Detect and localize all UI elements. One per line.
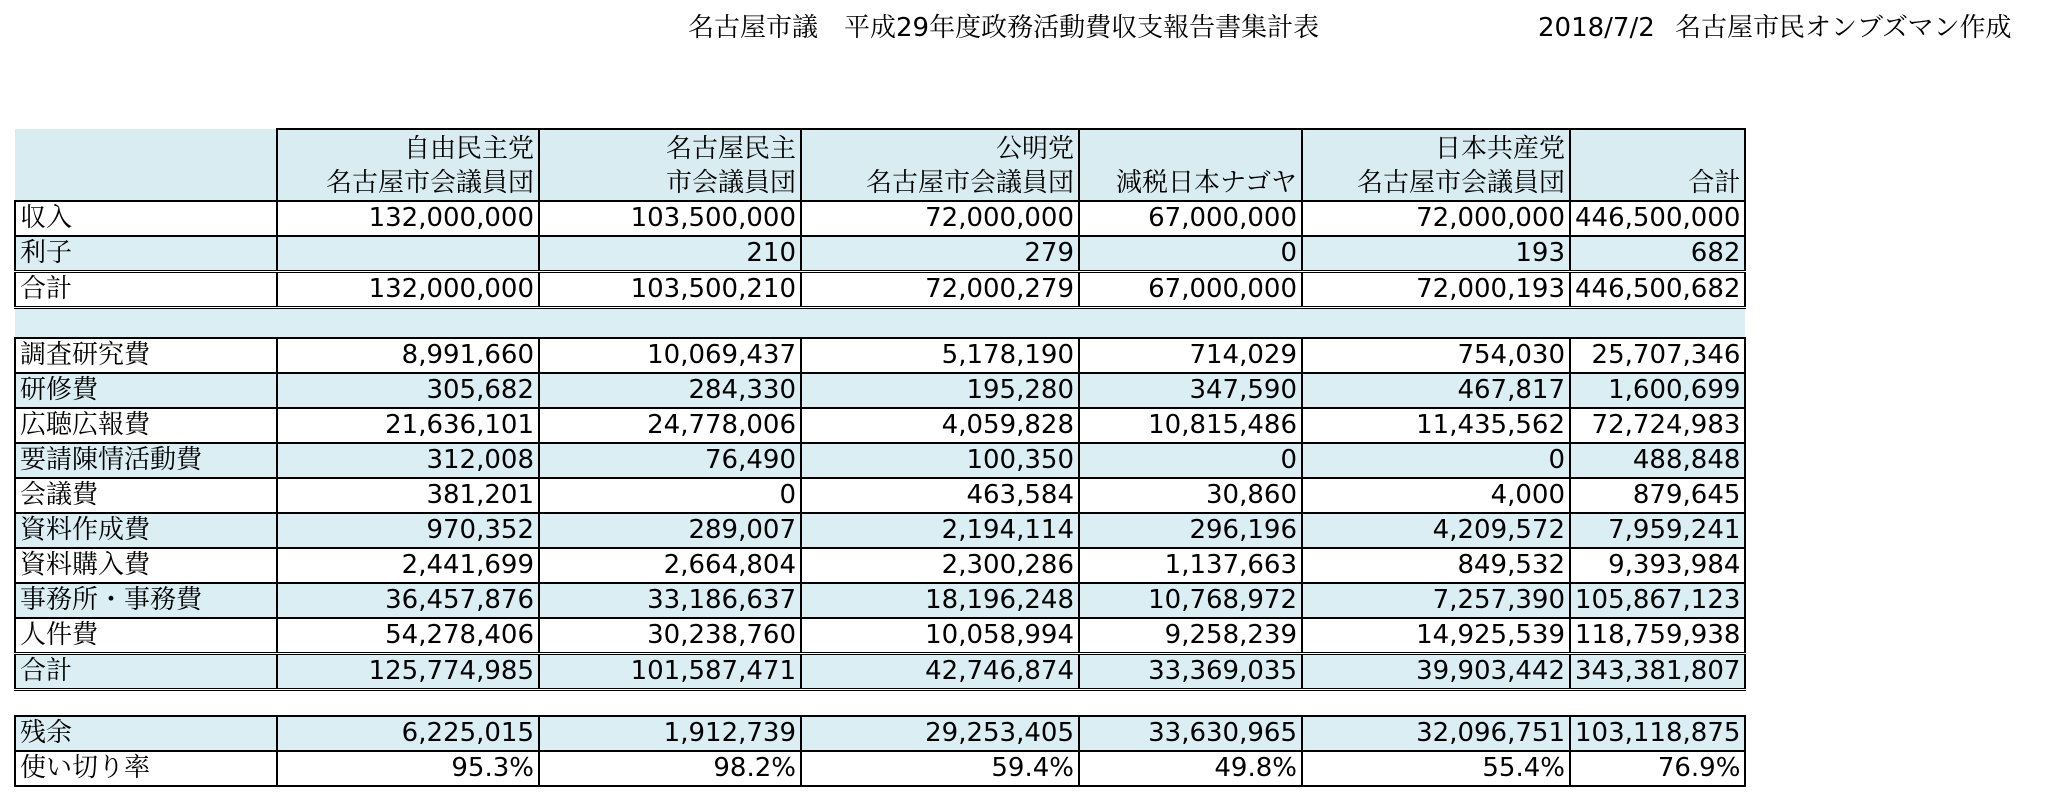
value-cell: 21,636,101 — [277, 408, 539, 443]
report-author: 名古屋市民オンブズマン作成 — [1675, 13, 2012, 43]
value-cell: 72,000,279 — [801, 272, 1079, 308]
column-header — [277, 129, 539, 201]
spacer-row — [15, 308, 1745, 339]
row-label: 資料作成費 — [15, 513, 277, 548]
report-date: 2018/7/2 — [1538, 13, 1655, 43]
value-cell: 4,059,828 — [801, 408, 1079, 443]
value-cell: 33,186,637 — [539, 583, 801, 618]
value-cell: 36,457,876 — [277, 583, 539, 618]
value-cell: 7,257,390 — [1302, 583, 1570, 618]
expense-row — [15, 583, 1745, 618]
column-header — [1302, 129, 1570, 201]
value-cell: 67,000,000 — [1079, 201, 1302, 236]
value-cell: 72,724,983 — [1570, 408, 1745, 443]
value-cell: 105,867,123 — [1570, 583, 1745, 618]
value-cell: 100,350 — [801, 443, 1079, 478]
value-cell: 754,030 — [1302, 338, 1570, 373]
value-cell: 193 — [1302, 236, 1570, 272]
value-cell: 49.8% — [1079, 751, 1302, 786]
value-cell: 95.3% — [277, 751, 539, 786]
column-header-line2: 名古屋市会議員団 — [865, 168, 1074, 198]
expense-row — [15, 618, 1745, 654]
expense-row — [15, 338, 1745, 373]
column-header-line2: 市会議員団 — [665, 168, 796, 198]
value-cell: 98.2% — [539, 751, 801, 786]
value-cell: 305,682 — [277, 373, 539, 408]
column-header-line1: 名古屋民主 — [665, 134, 796, 164]
column-header-line1: 公明党 — [995, 134, 1074, 164]
value-cell: 55.4% — [1302, 751, 1570, 786]
value-cell: 488,848 — [1570, 443, 1745, 478]
value-cell: 1,912,739 — [539, 716, 801, 751]
income-row — [15, 236, 1745, 272]
expense-row — [15, 373, 1745, 408]
column-header-line1 — [1575, 132, 1740, 166]
value-cell: 381,201 — [277, 478, 539, 513]
row-label: 合計 — [15, 654, 277, 690]
value-cell: 9,258,239 — [1079, 618, 1302, 654]
value-cell: 72,000,000 — [801, 201, 1079, 236]
value-cell: 118,759,938 — [1570, 618, 1745, 654]
report-title: 名古屋市議 平成29年度政務活動費収支報告書集計表 — [688, 13, 1320, 43]
column-header-line2: 名古屋市会議員団 — [325, 168, 534, 198]
value-cell: 101,587,471 — [539, 654, 801, 690]
row-label: 広聴広報費 — [15, 408, 277, 443]
value-cell: 54,278,406 — [277, 618, 539, 654]
value-cell: 5,178,190 — [801, 338, 1079, 373]
row-label: 要請陳情活動費 — [15, 443, 277, 478]
row-label: 人件費 — [15, 618, 277, 654]
value-cell: 11,435,562 — [1302, 408, 1570, 443]
value-cell: 24,778,006 — [539, 408, 801, 443]
value-cell: 970,352 — [277, 513, 539, 548]
column-header-line2: 減税日本ナゴヤ — [1116, 168, 1297, 198]
value-cell: 4,209,572 — [1302, 513, 1570, 548]
column-header-row — [15, 129, 1745, 201]
expense-row — [15, 443, 1745, 478]
balance-row — [15, 716, 1745, 751]
row-label: 使い切り率 — [15, 751, 277, 786]
value-cell: 67,000,000 — [1079, 272, 1302, 308]
column-header — [1570, 129, 1745, 201]
value-cell: 33,630,965 — [1079, 716, 1302, 751]
expense-row — [15, 408, 1745, 443]
value-cell: 2,194,114 — [801, 513, 1079, 548]
value-cell: 446,500,000 — [1570, 201, 1745, 236]
value-cell: 849,532 — [1302, 548, 1570, 583]
value-cell: 347,590 — [1079, 373, 1302, 408]
row-label: 利子 — [15, 236, 277, 272]
column-header-line2: 合計 — [1688, 168, 1741, 198]
value-cell: 10,815,486 — [1079, 408, 1302, 443]
value-cell: 30,238,760 — [539, 618, 801, 654]
column-header — [1079, 129, 1302, 201]
row-label: 収入 — [15, 201, 277, 236]
value-cell: 103,118,875 — [1570, 716, 1745, 751]
value-cell: 32,096,751 — [1302, 716, 1570, 751]
value-cell: 467,817 — [1302, 373, 1570, 408]
value-cell: 0 — [1302, 443, 1570, 478]
column-header — [539, 129, 801, 201]
value-cell: 296,196 — [1079, 513, 1302, 548]
value-cell: 279 — [801, 236, 1079, 272]
income-row — [15, 201, 1745, 236]
value-cell: 103,500,000 — [539, 201, 801, 236]
value-cell: 18,196,248 — [801, 583, 1079, 618]
value-cell: 463,584 — [801, 478, 1079, 513]
value-cell: 195,280 — [801, 373, 1079, 408]
row-label: 会議費 — [15, 478, 277, 513]
value-cell: 210 — [539, 236, 801, 272]
value-cell: 0 — [1079, 236, 1302, 272]
row-label: 資料購入費 — [15, 548, 277, 583]
value-cell: 72,000,000 — [1302, 201, 1570, 236]
row-label: 合計 — [15, 272, 277, 308]
value-cell: 10,069,437 — [539, 338, 801, 373]
value-cell: 289,007 — [539, 513, 801, 548]
expense-row — [15, 548, 1745, 583]
value-cell: 879,645 — [1570, 478, 1745, 513]
value-cell: 8,991,660 — [277, 338, 539, 373]
value-cell: 10,768,972 — [1079, 583, 1302, 618]
value-cell: 0 — [539, 478, 801, 513]
value-cell: 682 — [1570, 236, 1745, 272]
expense-row — [15, 513, 1745, 548]
value-cell: 446,500,682 — [1570, 272, 1745, 308]
corner-cell — [15, 129, 277, 201]
value-cell: 103,500,210 — [539, 272, 801, 308]
column-header-line1: 日本共産党 — [1434, 134, 1565, 164]
value-cell: 33,369,035 — [1079, 654, 1302, 690]
row-label: 調査研究費 — [15, 338, 277, 373]
value-cell: 132,000,000 — [277, 201, 539, 236]
column-header-line1: 自由民主党 — [403, 134, 534, 164]
value-cell: 76.9% — [1570, 751, 1745, 786]
column-header-line2: 名古屋市会議員団 — [1356, 168, 1565, 198]
value-cell: 2,300,286 — [801, 548, 1079, 583]
row-label: 残余 — [15, 716, 277, 751]
value-cell: 714,029 — [1079, 338, 1302, 373]
value-cell: 39,903,442 — [1302, 654, 1570, 690]
value-cell: 42,746,874 — [801, 654, 1079, 690]
value-cell: 76,490 — [539, 443, 801, 478]
value-cell: 343,381,807 — [1570, 654, 1745, 690]
income-total-row — [15, 272, 1745, 308]
value-cell: 1,137,663 — [1079, 548, 1302, 583]
column-header — [801, 129, 1079, 201]
value-cell: 30,860 — [1079, 478, 1302, 513]
report-table-body — [15, 129, 1745, 786]
report-table — [14, 128, 1746, 787]
value-cell: 10,058,994 — [801, 618, 1079, 654]
value-cell: 25,707,346 — [1570, 338, 1745, 373]
expense-row — [15, 478, 1745, 513]
value-cell: 14,925,539 — [1302, 618, 1570, 654]
expense-total-row — [15, 654, 1745, 690]
usage-rate-row — [15, 751, 1745, 786]
value-cell — [277, 236, 539, 272]
column-header-line1 — [1084, 132, 1297, 166]
value-cell: 132,000,000 — [277, 272, 539, 308]
value-cell: 7,959,241 — [1570, 513, 1745, 548]
value-cell: 2,664,804 — [539, 548, 801, 583]
value-cell: 284,330 — [539, 373, 801, 408]
value-cell: 4,000 — [1302, 478, 1570, 513]
value-cell: 6,225,015 — [277, 716, 539, 751]
value-cell: 1,600,699 — [1570, 373, 1745, 408]
value-cell: 9,393,984 — [1570, 548, 1745, 583]
value-cell: 72,000,193 — [1302, 272, 1570, 308]
spacer-row — [15, 690, 1745, 717]
value-cell: 312,008 — [277, 443, 539, 478]
row-label: 研修費 — [15, 373, 277, 408]
value-cell: 125,774,985 — [277, 654, 539, 690]
value-cell: 29,253,405 — [801, 716, 1079, 751]
row-label: 事務所・事務費 — [15, 583, 277, 618]
value-cell: 0 — [1079, 443, 1302, 478]
value-cell: 2,441,699 — [277, 548, 539, 583]
value-cell: 59.4% — [801, 751, 1079, 786]
